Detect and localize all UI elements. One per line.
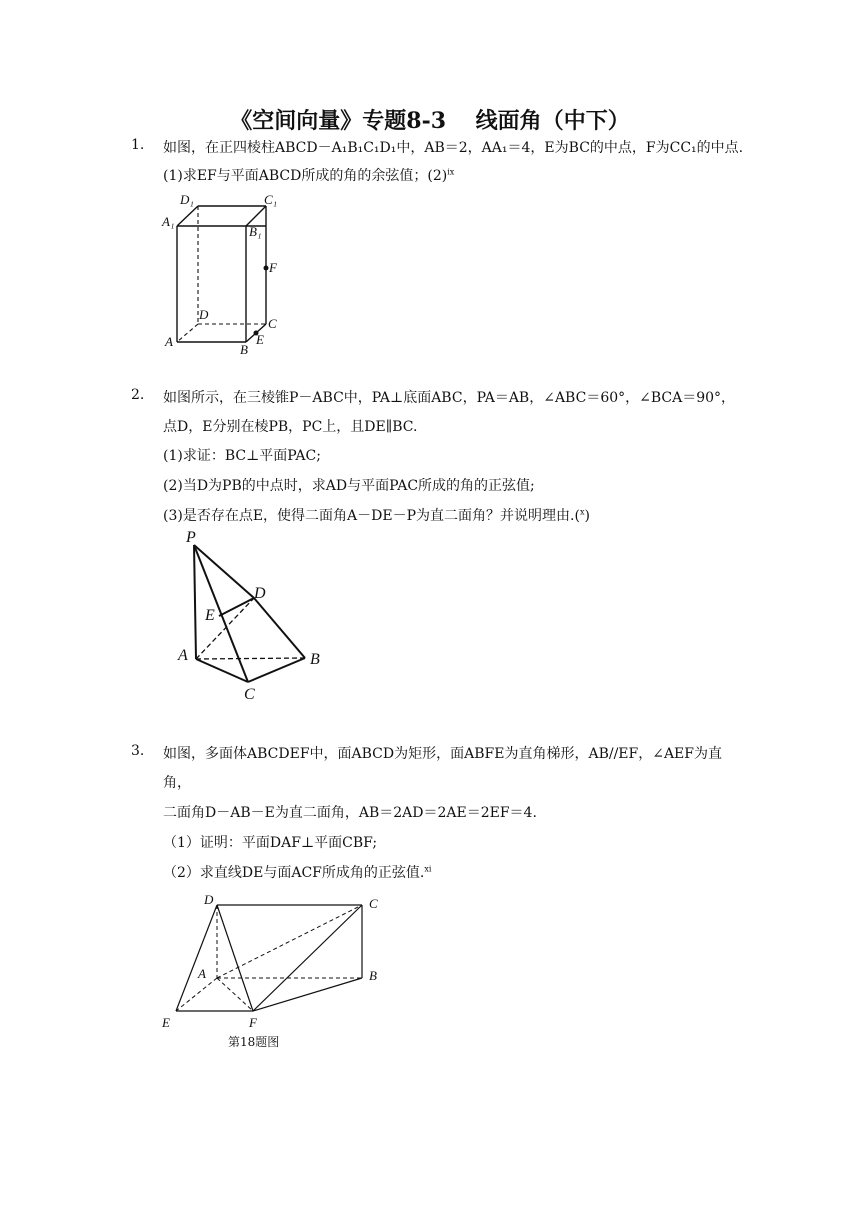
problem-2-line-1: 如图所示，在三棱锥P－ABC中，PA⊥底面ABC，PA＝AB，∠ABC＝60°，∠BCA＝90°， [163,390,736,406]
problem-3-line-4: （1）证明：平面DAF⊥平面CBF; [163,835,378,851]
problem-2-line-2: 点D，E分别在棱PB，PC上，且DE∥BC. [163,419,418,435]
page-title: 《空间向量》专题8-3 线面角（中下） [230,108,630,134]
problem-3-line-3: 二面角D－AB－E为直二面角，AB＝2AD＝2AE＝2EF＝4. [163,805,537,821]
polyhedron-figure [158,888,388,1033]
label-d: D [204,892,214,907]
label-p: P [186,529,196,546]
label-a: A [165,334,173,349]
label-c: C [268,316,277,331]
label-b1: B₁ [249,224,262,239]
problem-2-line-3: (1)求证：BC⊥平面PAC; [163,448,321,464]
endnote-ref: x [579,507,585,517]
label-f: F [269,260,277,275]
endnote-ref: ix [447,167,455,177]
problem-2-line-4: (2)当D为PB的中点时，求AD与平面PAC所成的角的正弦值; [163,478,535,494]
label-e: E [162,1015,170,1030]
label-b: B [240,342,248,357]
problem-1-number: 1. [131,137,145,153]
problem-1-line-2: (1)求EF与平面ABCD所成的角的余弦值；(2)$^{ix}$ [163,167,455,184]
problem-3-line-5: （2）求直线DE与面ACF所成角的正弦值.$^{xi}$ [163,864,432,881]
label-e: E [205,607,215,624]
problem-2-line-5: (3)是否存在点E，使得二面角A－DE－P为直二面角？并说明理由.($^x$) [163,507,590,524]
pyramid-figure [172,528,332,706]
problem-3-number: 3. [131,743,145,759]
prism-figure [158,188,288,358]
figure-caption: 第18题图 [228,1035,280,1049]
label-b: B [310,651,320,668]
label-c: C [244,686,255,703]
label-a1: A₁ [162,214,175,229]
problem-1-line-1: 如图，在正四棱柱ABCD－A₁B₁C₁D₁中，AB＝2，AA₁＝4，E为BC的中点，F为CC₁的中点. [163,140,744,156]
label-a: A [198,966,206,981]
label-c: C [369,896,378,911]
endnote-ref: xi [424,864,432,874]
problem-3-line-1: 如图，多面体ABCDEF中，面ABCD为矩形，面ABFE为直角梯形，AB//EF，∠AEF为直 [163,746,722,762]
label-a: A [178,647,188,664]
label-e: E [256,332,264,347]
label-b: B [369,968,377,983]
problem-2-number: 2. [131,387,145,403]
label-c1: C₁ [264,192,278,207]
problem-3-line-2: 角， [163,775,191,791]
label-d1: D₁ [180,192,194,207]
label-d: D [254,585,266,602]
label-f: F [249,1015,257,1030]
label-d: D [199,307,209,322]
